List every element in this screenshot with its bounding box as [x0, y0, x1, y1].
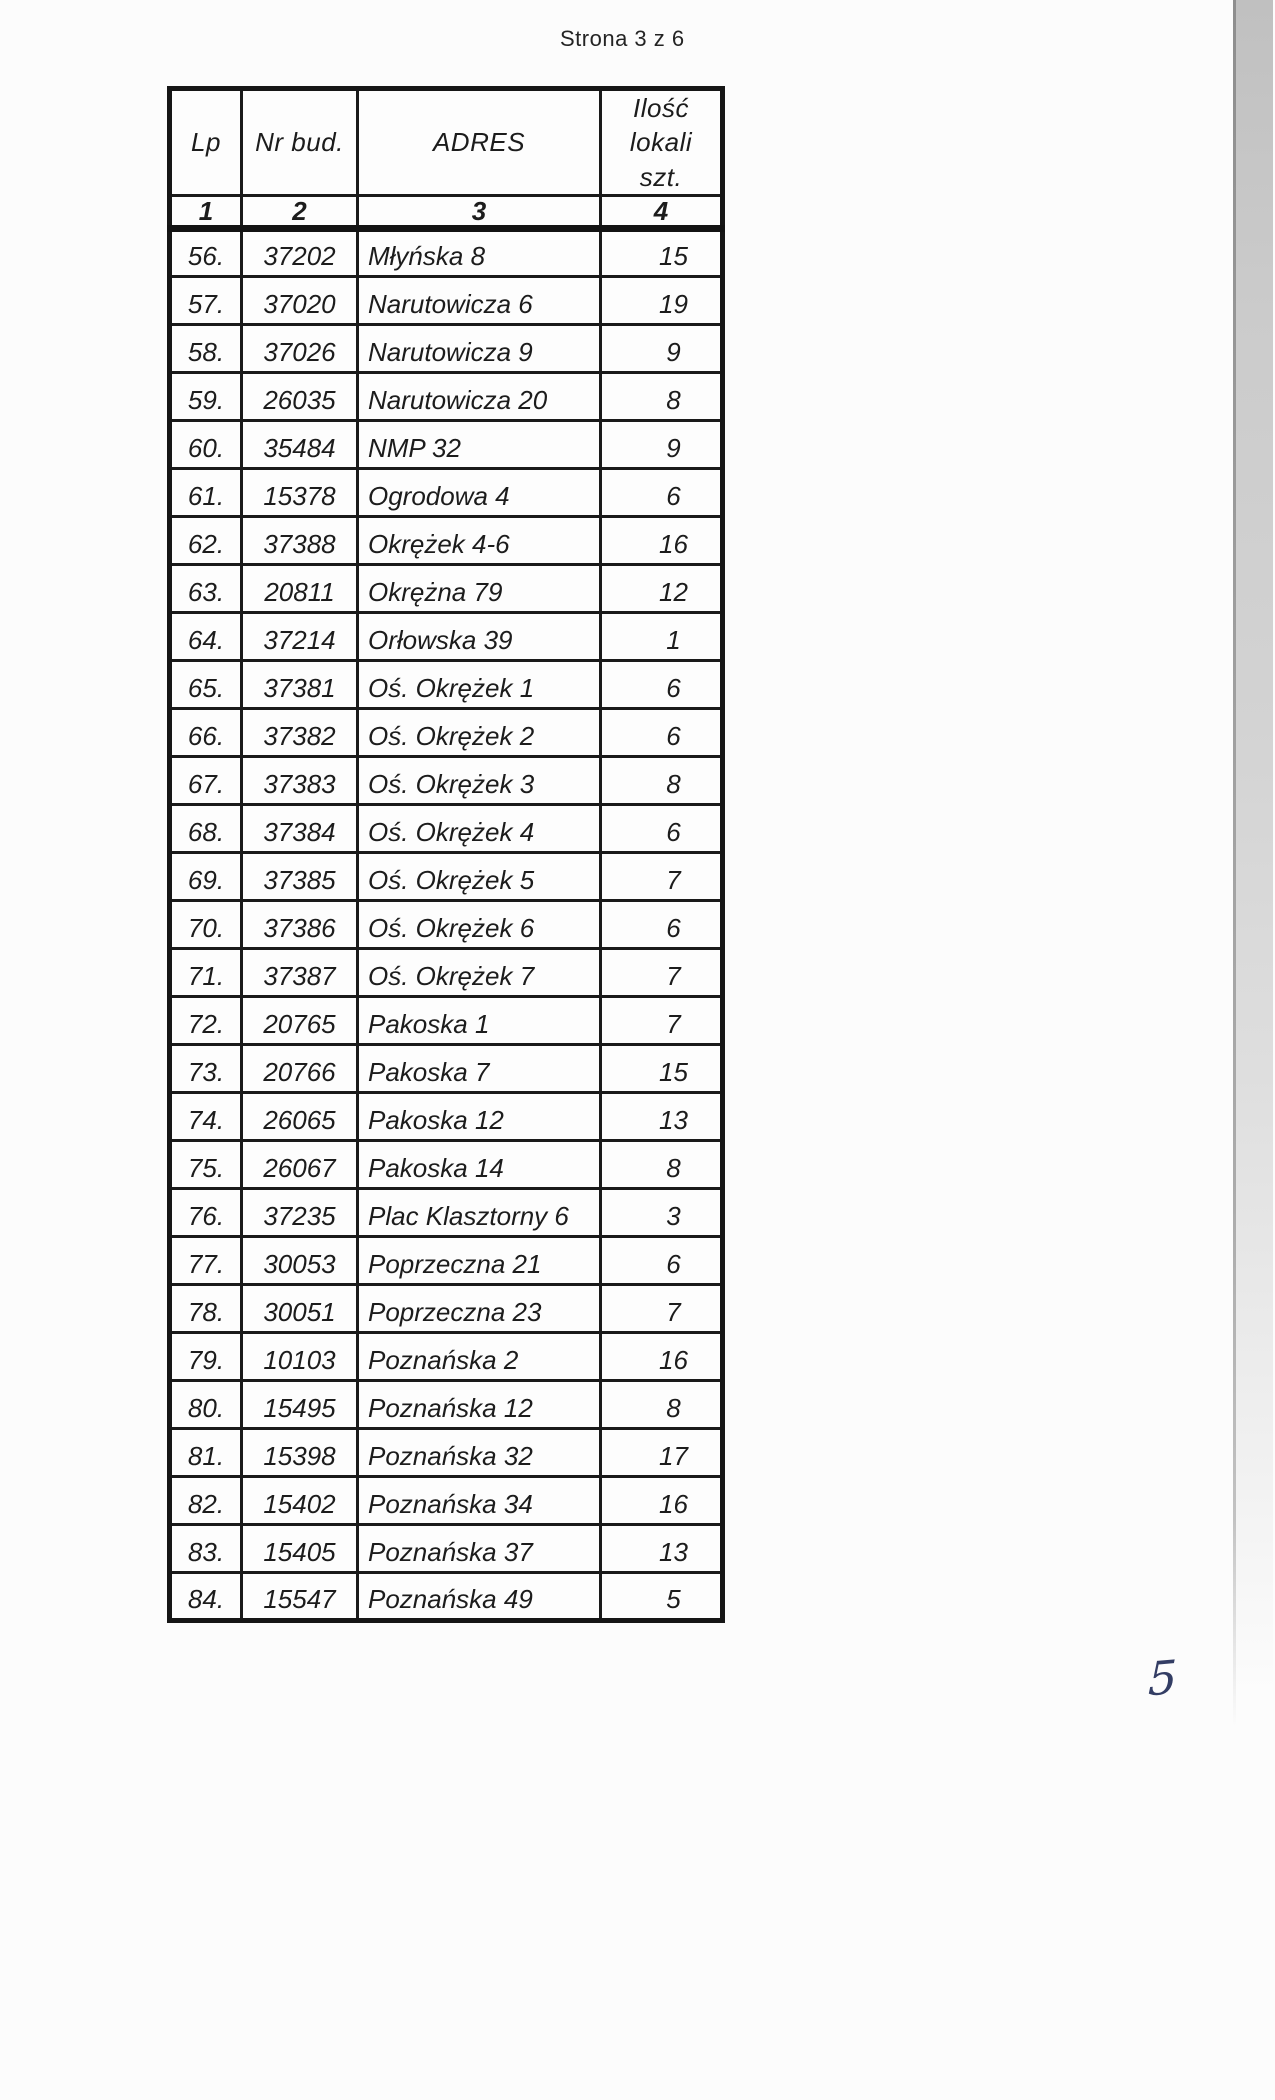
- cell-nr-bud: 37386: [242, 900, 358, 948]
- cell-lp: 81.: [170, 1428, 242, 1476]
- col-header-ilosc-lokali: Ilość lokali szt.: [601, 89, 723, 196]
- cell-nr-bud: 26067: [242, 1140, 358, 1188]
- cell-ilosc-lokali: 6: [601, 1236, 723, 1284]
- cell-ilosc-lokali: 8: [601, 372, 723, 420]
- cell-lp: 57.: [170, 276, 242, 324]
- cell-lp: 80.: [170, 1380, 242, 1428]
- table-row: [170, 324, 723, 372]
- cell-adres: Poznańska 32: [358, 1428, 601, 1476]
- cell-lp: 69.: [170, 852, 242, 900]
- cell-ilosc-lokali: 6: [601, 900, 723, 948]
- header-row: [170, 89, 723, 196]
- cell-lp: 84.: [170, 1572, 242, 1620]
- cell-ilosc-lokali: 7: [601, 852, 723, 900]
- cell-lp: 82.: [170, 1476, 242, 1524]
- cell-lp: 83.: [170, 1524, 242, 1572]
- cell-nr-bud: 37384: [242, 804, 358, 852]
- cell-nr-bud: 37026: [242, 324, 358, 372]
- cell-adres: Plac Klasztorny 6: [358, 1188, 601, 1236]
- cell-ilosc-lokali: 16: [601, 1476, 723, 1524]
- page-number: Strona 3 z 6: [560, 26, 685, 51]
- cell-adres: Poprzeczna 21: [358, 1236, 601, 1284]
- cell-ilosc-lokali: 7: [601, 996, 723, 1044]
- table-row: [170, 1044, 723, 1092]
- cell-lp: 59.: [170, 372, 242, 420]
- column-numbers-row: [170, 195, 723, 228]
- table-row: [170, 708, 723, 756]
- table-row: [170, 1188, 723, 1236]
- table-row: [170, 1428, 723, 1476]
- col-number-1: 1: [170, 195, 242, 228]
- cell-adres: Oś. Okrężek 4: [358, 804, 601, 852]
- col-header-nr-bud: Nr bud.: [242, 89, 358, 196]
- table-row: [170, 660, 723, 708]
- cell-adres: Okrężek 4-6: [358, 516, 601, 564]
- table-row: [170, 1524, 723, 1572]
- cell-ilosc-lokali: 13: [601, 1524, 723, 1572]
- cell-nr-bud: 15547: [242, 1572, 358, 1620]
- table-row: [170, 1572, 723, 1620]
- cell-nr-bud: 37382: [242, 708, 358, 756]
- cell-ilosc-lokali: 6: [601, 804, 723, 852]
- cell-ilosc-lokali: 6: [601, 468, 723, 516]
- cell-lp: 64.: [170, 612, 242, 660]
- cell-ilosc-lokali: 6: [601, 708, 723, 756]
- cell-lp: 70.: [170, 900, 242, 948]
- cell-lp: 74.: [170, 1092, 242, 1140]
- cell-lp: 58.: [170, 324, 242, 372]
- cell-nr-bud: 30051: [242, 1284, 358, 1332]
- cell-adres: Oś. Okrężek 7: [358, 948, 601, 996]
- table-row: [170, 516, 723, 564]
- buildings-table: [167, 86, 725, 1623]
- cell-adres: Pakoska 12: [358, 1092, 601, 1140]
- scanner-shadow-band: [1236, 0, 1273, 1730]
- table-row: [170, 1380, 723, 1428]
- cell-ilosc-lokali: 9: [601, 324, 723, 372]
- cell-ilosc-lokali: 19: [601, 276, 723, 324]
- table-row: [170, 420, 723, 468]
- cell-lp: 62.: [170, 516, 242, 564]
- cell-ilosc-lokali: 8: [601, 756, 723, 804]
- cell-nr-bud: 15495: [242, 1380, 358, 1428]
- cell-nr-bud: 15398: [242, 1428, 358, 1476]
- table-row: [170, 756, 723, 804]
- table-body: [170, 228, 723, 1620]
- cell-ilosc-lokali: 7: [601, 1284, 723, 1332]
- table-row: [170, 564, 723, 612]
- cell-lp: 56.: [170, 228, 242, 276]
- table-row: [170, 948, 723, 996]
- cell-adres: Narutowicza 6: [358, 276, 601, 324]
- cell-adres: Poznańska 37: [358, 1524, 601, 1572]
- table-row: [170, 1284, 723, 1332]
- cell-nr-bud: 15402: [242, 1476, 358, 1524]
- cell-nr-bud: 37387: [242, 948, 358, 996]
- cell-nr-bud: 37385: [242, 852, 358, 900]
- cell-adres: Oś. Okrężek 5: [358, 852, 601, 900]
- col-number-2: 2: [242, 195, 358, 228]
- table-row: [170, 372, 723, 420]
- cell-lp: 68.: [170, 804, 242, 852]
- table-row: [170, 996, 723, 1044]
- cell-lp: 75.: [170, 1140, 242, 1188]
- cell-ilosc-lokali: 5: [601, 1572, 723, 1620]
- col-header-adres: ADRES: [358, 89, 601, 196]
- cell-lp: 79.: [170, 1332, 242, 1380]
- cell-adres: Narutowicza 20: [358, 372, 601, 420]
- cell-nr-bud: 37381: [242, 660, 358, 708]
- table-row: [170, 852, 723, 900]
- table-row: [170, 804, 723, 852]
- cell-lp: 76.: [170, 1188, 242, 1236]
- cell-nr-bud: 20765: [242, 996, 358, 1044]
- cell-adres: Ogrodowa 4: [358, 468, 601, 516]
- col-number-4: 4: [601, 195, 723, 228]
- cell-adres: Pakoska 1: [358, 996, 601, 1044]
- cell-adres: Pakoska 14: [358, 1140, 601, 1188]
- cell-nr-bud: 15405: [242, 1524, 358, 1572]
- table-row: [170, 1476, 723, 1524]
- cell-ilosc-lokali: 8: [601, 1380, 723, 1428]
- cell-nr-bud: 37214: [242, 612, 358, 660]
- cell-ilosc-lokali: 12: [601, 564, 723, 612]
- table-row: [170, 1236, 723, 1284]
- handwritten-page-mark: 5: [1147, 1649, 1178, 1707]
- cell-nr-bud: 30053: [242, 1236, 358, 1284]
- cell-ilosc-lokali: 16: [601, 516, 723, 564]
- cell-nr-bud: 20811: [242, 564, 358, 612]
- cell-lp: 65.: [170, 660, 242, 708]
- cell-ilosc-lokali: 17: [601, 1428, 723, 1476]
- col-header-lp: Lp: [170, 89, 242, 196]
- cell-lp: 72.: [170, 996, 242, 1044]
- table-row: [170, 276, 723, 324]
- cell-adres: Młyńska 8: [358, 228, 601, 276]
- cell-nr-bud: 26065: [242, 1092, 358, 1140]
- cell-ilosc-lokali: 13: [601, 1092, 723, 1140]
- cell-nr-bud: 35484: [242, 420, 358, 468]
- cell-adres: Poznańska 12: [358, 1380, 601, 1428]
- cell-lp: 71.: [170, 948, 242, 996]
- cell-ilosc-lokali: 9: [601, 420, 723, 468]
- cell-adres: Oś. Okrężek 1: [358, 660, 601, 708]
- cell-adres: Poprzeczna 23: [358, 1284, 601, 1332]
- table-row: [170, 468, 723, 516]
- cell-ilosc-lokali: 1: [601, 612, 723, 660]
- cell-lp: 66.: [170, 708, 242, 756]
- cell-nr-bud: 26035: [242, 372, 358, 420]
- table-row: [170, 228, 723, 276]
- cell-lp: 78.: [170, 1284, 242, 1332]
- cell-adres: Narutowicza 9: [358, 324, 601, 372]
- cell-lp: 60.: [170, 420, 242, 468]
- cell-nr-bud: 37235: [242, 1188, 358, 1236]
- table-row: [170, 1332, 723, 1380]
- cell-ilosc-lokali: 15: [601, 1044, 723, 1092]
- cell-lp: 73.: [170, 1044, 242, 1092]
- cell-ilosc-lokali: 15: [601, 228, 723, 276]
- cell-ilosc-lokali: 7: [601, 948, 723, 996]
- table-row: [170, 1140, 723, 1188]
- cell-ilosc-lokali: 8: [601, 1140, 723, 1188]
- cell-adres: Poznańska 49: [358, 1572, 601, 1620]
- scanner-shadow-edge: [1233, 0, 1236, 1727]
- cell-ilosc-lokali: 3: [601, 1188, 723, 1236]
- cell-adres: Orłowska 39: [358, 612, 601, 660]
- table-row: [170, 900, 723, 948]
- cell-nr-bud: 37202: [242, 228, 358, 276]
- table-row: [170, 1092, 723, 1140]
- cell-lp: 61.: [170, 468, 242, 516]
- cell-adres: Oś. Okrężek 3: [358, 756, 601, 804]
- cell-nr-bud: 20766: [242, 1044, 358, 1092]
- cell-nr-bud: 37383: [242, 756, 358, 804]
- cell-ilosc-lokali: 6: [601, 660, 723, 708]
- cell-lp: 77.: [170, 1236, 242, 1284]
- cell-ilosc-lokali: 16: [601, 1332, 723, 1380]
- cell-adres: Oś. Okrężek 6: [358, 900, 601, 948]
- cell-adres: Pakoska 7: [358, 1044, 601, 1092]
- cell-adres: Okrężna 79: [358, 564, 601, 612]
- cell-nr-bud: 15378: [242, 468, 358, 516]
- cell-adres: Poznańska 2: [358, 1332, 601, 1380]
- cell-nr-bud: 37020: [242, 276, 358, 324]
- cell-adres: NMP 32: [358, 420, 601, 468]
- cell-adres: Oś. Okrężek 2: [358, 708, 601, 756]
- cell-lp: 63.: [170, 564, 242, 612]
- cell-adres: Poznańska 34: [358, 1476, 601, 1524]
- cell-nr-bud: 37388: [242, 516, 358, 564]
- col-number-3: 3: [358, 195, 601, 228]
- table-row: [170, 612, 723, 660]
- cell-nr-bud: 10103: [242, 1332, 358, 1380]
- cell-lp: 67.: [170, 756, 242, 804]
